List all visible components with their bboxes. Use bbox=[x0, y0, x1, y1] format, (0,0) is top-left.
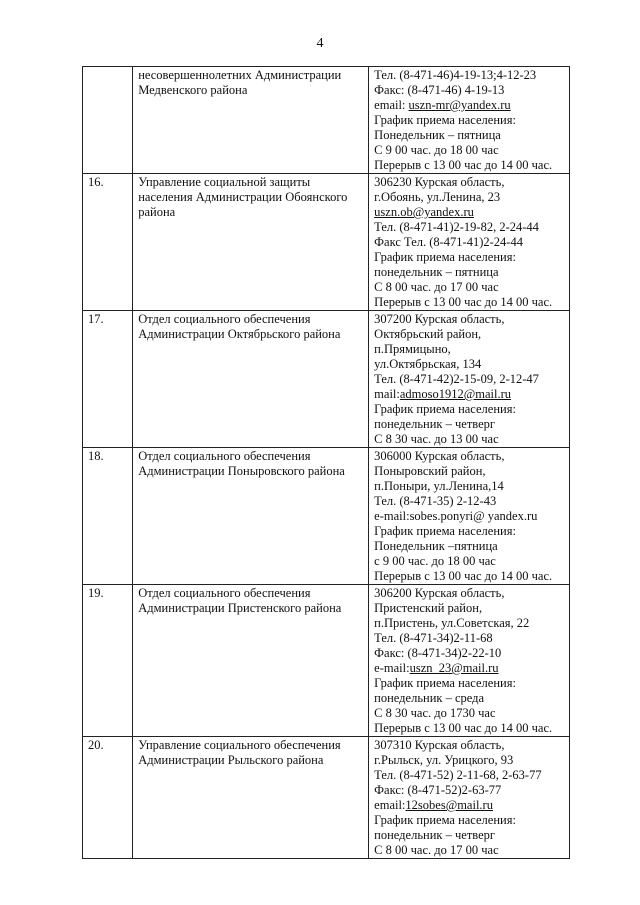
contact-line: 306200 Курская область, bbox=[374, 586, 505, 600]
contact-line: Октябрьский район, bbox=[374, 327, 482, 341]
contact-line: 307200 Курская область, bbox=[374, 312, 505, 326]
contact-line: С 8 30 час. до 1730 час bbox=[374, 706, 496, 720]
contact-line: Факс: (8-471-34)2-22-10 bbox=[374, 646, 502, 660]
email-label: email: bbox=[374, 798, 406, 812]
email-label: e-mail: bbox=[374, 661, 410, 675]
organization-name-line: Отдел социального обеспечения bbox=[138, 312, 311, 326]
contact-line: График приема населения: bbox=[374, 402, 516, 416]
email-line bbox=[374, 98, 565, 113]
contact-line: Перерыв с 13 00 час до 14 00 час. bbox=[374, 569, 553, 583]
organization-name-line: Администрации Октябрьского района bbox=[138, 327, 341, 341]
contact-line: Тел. (8-471-52) 2-11-68, 2-63-77 bbox=[374, 768, 542, 782]
social-services-table bbox=[82, 66, 570, 859]
email-line bbox=[374, 798, 565, 813]
email-link[interactable]: admoso1912@mail.ru bbox=[399, 387, 512, 401]
contact-line: п.Поныри, ул.Ленина,14 bbox=[374, 479, 504, 493]
contact-line: Тел. (8-471-41)2-19-82, 2-24-44 bbox=[374, 220, 539, 234]
contact-line: Тел. (8-471-34)2-11-68 bbox=[374, 631, 493, 645]
organization-name-line: Управление социальной защиты bbox=[138, 175, 311, 189]
contact-line: С 8 00 час. до 17 00 час bbox=[374, 843, 499, 857]
contact-line: С 9 00 час. до 18 00 час bbox=[374, 143, 499, 157]
row-number: 19. bbox=[83, 585, 133, 737]
row-number: 17. bbox=[83, 311, 133, 448]
email-line bbox=[374, 387, 565, 402]
contact-line: Факс: (8-471-46) 4-19-13 bbox=[374, 83, 505, 97]
contact-line: Тел. (8-471-42)2-15-09, 2-12-47 bbox=[374, 372, 539, 386]
organization-name bbox=[133, 67, 369, 174]
email-line bbox=[374, 205, 565, 220]
contact-line: Поныровский район, bbox=[374, 464, 486, 478]
contact-line: Понедельник – пятница bbox=[374, 128, 501, 142]
table-row bbox=[83, 737, 570, 859]
contact-line: Факс: (8-471-52)2-63-77 bbox=[374, 783, 502, 797]
contact-details bbox=[369, 174, 570, 311]
contact-line: График приема населения: bbox=[374, 524, 516, 538]
contact-line: понедельник – пятница bbox=[374, 265, 499, 279]
contact-details bbox=[369, 311, 570, 448]
table-row bbox=[83, 174, 570, 311]
contact-line: 306230 Курская область, bbox=[374, 175, 505, 189]
email-link[interactable]: uszn.ob@yandex.ru bbox=[374, 205, 474, 219]
row-number: 20. bbox=[83, 737, 133, 859]
contact-line: С 8 30 час. до 13 00 час bbox=[374, 432, 499, 446]
page-number: 4 bbox=[316, 36, 324, 51]
contact-line: понедельник – среда bbox=[374, 691, 485, 705]
contact-line: п.Пристень, ул.Советская, 22 bbox=[374, 616, 530, 630]
organization-name bbox=[133, 585, 369, 737]
contact-details bbox=[369, 67, 570, 174]
organization-name-line: Администрации Пристенского района bbox=[138, 601, 342, 615]
table-row bbox=[83, 67, 570, 174]
contact-line: График приема населения: bbox=[374, 676, 516, 690]
contact-line: Перерыв с 13 00 час до 14 00 час. bbox=[374, 721, 553, 735]
email-link[interactable]: uszn_23@mail.ru bbox=[409, 661, 499, 675]
row-number: 18. bbox=[83, 448, 133, 585]
organization-name-line: Управление социального обеспечения bbox=[138, 738, 341, 752]
organization-name bbox=[133, 174, 369, 311]
organization-name-line: населения Администрации Обоянского bbox=[138, 190, 348, 204]
contact-line: понедельник – четверг bbox=[374, 828, 496, 842]
contact-line: Перерыв с 13 00 час до 14 00 час. bbox=[374, 158, 553, 172]
contact-line: г.Обоянь, ул.Ленина, 23 bbox=[374, 190, 501, 204]
row-number bbox=[83, 67, 133, 174]
contact-line: г.Рыльск, ул. Урицкого, 93 bbox=[374, 753, 514, 767]
contact-details bbox=[369, 737, 570, 859]
table-body bbox=[83, 67, 570, 859]
organization-name bbox=[133, 737, 369, 859]
contact-line: ул.Октябрьская, 134 bbox=[374, 357, 482, 371]
contact-line: С 8 00 час. до 17 00 час bbox=[374, 280, 499, 294]
contact-line: e-mail:sobes.ponyri@ yandex.ru bbox=[374, 509, 538, 523]
organization-name bbox=[133, 311, 369, 448]
contact-line: Тел. (8-471-35) 2-12-43 bbox=[374, 494, 497, 508]
contact-line: График приема населения: bbox=[374, 250, 516, 264]
contact-line: Пристенский район, bbox=[374, 601, 483, 615]
row-number: 16. bbox=[83, 174, 133, 311]
organization-name-line: Отдел социального обеспечения bbox=[138, 586, 311, 600]
table-row bbox=[83, 585, 570, 737]
contact-line: 307310 Курская область, bbox=[374, 738, 505, 752]
contact-line: Понедельник –пятница bbox=[374, 539, 498, 553]
contact-line: График приема населения: bbox=[374, 113, 516, 127]
organization-name-line: Администрации Рыльского района bbox=[138, 753, 324, 767]
contact-details bbox=[369, 448, 570, 585]
email-link[interactable]: 12sobes@mail.ru bbox=[405, 798, 493, 812]
contact-line: п.Прямицыно, bbox=[374, 342, 451, 356]
email-link[interactable]: uszn-mr@yandex.ru bbox=[408, 98, 511, 112]
contact-line: Тел. (8-471-46)4-19-13;4-12-23 bbox=[374, 68, 537, 82]
contact-line: Перерыв с 13 00 час до 14 00 час. bbox=[374, 295, 553, 309]
email-line bbox=[374, 661, 565, 676]
table-row bbox=[83, 311, 570, 448]
email-label: email: bbox=[374, 98, 409, 112]
table-row bbox=[83, 448, 570, 585]
organization-name bbox=[133, 448, 369, 585]
contact-line: График приема населения: bbox=[374, 813, 516, 827]
organization-name-line: района bbox=[138, 205, 176, 219]
organization-name-line: Медвенского района bbox=[138, 83, 248, 97]
organization-name-line: несовершеннолетних Администрации bbox=[138, 68, 342, 82]
email-label: mail: bbox=[374, 387, 400, 401]
contact-line: Факс Тел. (8-471-41)2-24-44 bbox=[374, 235, 523, 249]
organization-name-line: Отдел социального обеспечения bbox=[138, 449, 311, 463]
contact-line: понедельник – четверг bbox=[374, 417, 496, 431]
organization-name-line: Администрации Поныровского района bbox=[138, 464, 345, 478]
contact-line: 306000 Курская область, bbox=[374, 449, 505, 463]
contact-details bbox=[369, 585, 570, 737]
contact-line: с 9 00 час. до 18 00 час bbox=[374, 554, 496, 568]
